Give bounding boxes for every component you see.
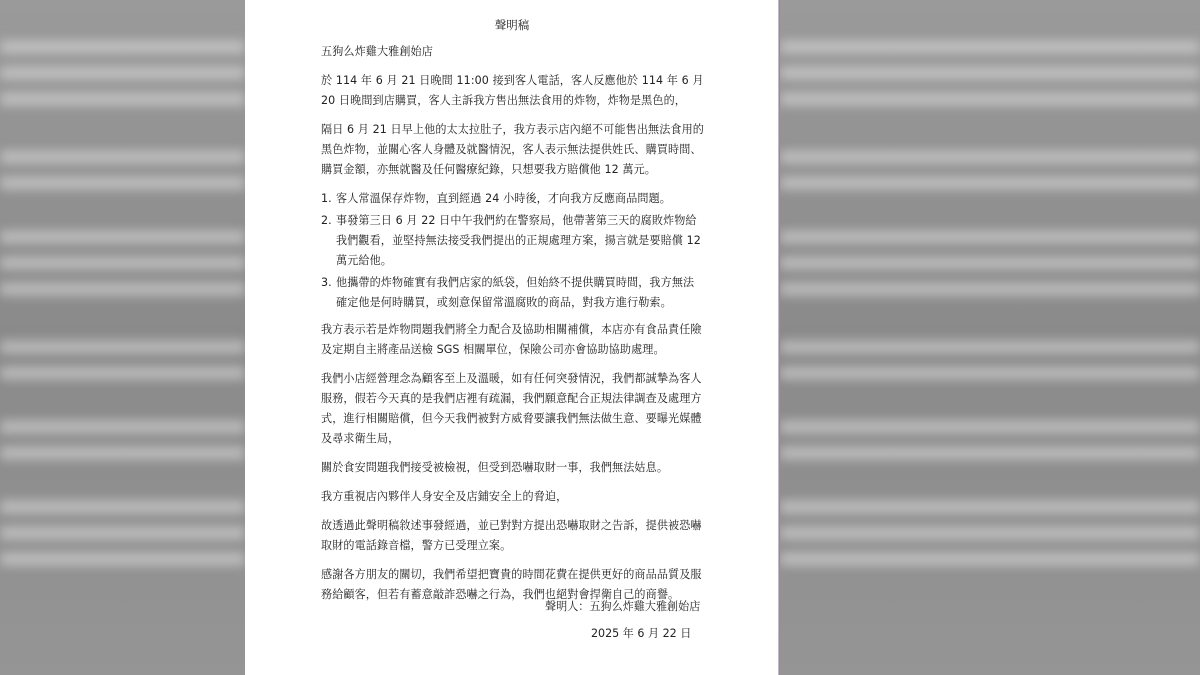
signer-line: 聲明人：五狗么炸雞大雅創始店 <box>545 600 701 613</box>
statement-document <box>245 0 779 675</box>
list-item-text: 他攜帶的炸物確實有我們店家的紙袋，但始終不提供購買時間，我方無法確定他是何時購買，或刻意保留常溫腐敗的商品，對我方進行勒索。 <box>336 276 695 309</box>
paragraph: 我方重視店內夥伴人身安全及店鋪安全上的脅迫， <box>321 490 568 503</box>
numbered-list <box>321 189 705 313</box>
paragraph: 我方表示若是炸物問題我們將全力配合及協助相關補償，本店亦有食品責任險及定期自主將產品送檢 SGS 相關單位，保險公司亦會協助協助處理。 <box>321 323 702 356</box>
list-item <box>321 211 705 271</box>
statement-date: 2025 年 6 月 22 日 <box>591 627 692 640</box>
paragraph: 隔日 6 月 21 日早上他的太太拉肚子，我方表示店內絕不可能售出無法食用的黑色炸物，並關心客人身體及就醫情況，客人表示無法提供姓氏、購買時間、購買金額，亦無就醫及任何醫療紀錄，只想要我方賠償他 12 萬元。 <box>321 123 704 176</box>
paragraph: 我們小店經營理念為顧客至上及溫暖，如有任何突發情況，我們都誠摯為客人服務，假若今天真的是我們店裡有疏漏，我們願意配合正規法律調查及處理方式，進行相關賠償，但今天我們被對方威脅要讓我們無法做生意、要曝光媒體及尋求衛生局， <box>321 372 702 445</box>
blurred-background-right <box>780 0 1200 675</box>
paragraph: 於 114 年 6 月 21 日晚間 11:00 接到客人電話，客人反應他於 114 年 6 月 20 日晚間到店購買，客人主訴我方售出無法食用的炸物，炸物是黑色的， <box>321 74 704 107</box>
blurred-background-left <box>0 0 245 675</box>
list-item-number: 3. <box>321 276 332 289</box>
paragraph: 關於食安問題我們接受被檢視，但受到恐嚇取財一事，我們無法姑息。 <box>321 461 669 474</box>
document-body <box>321 42 705 614</box>
list-item-text: 客人常溫保存炸物，直到經過 24 小時後，才向我方反應商品問題。 <box>336 192 671 205</box>
list-item-text: 事發第三日 6 月 22 日中午我們約在警察局，他帶著第三天的腐敗炸物給我們觀看，並堅持無法接受我們提出的正規處理方案，揚言就是要賠償 12 萬元給他。 <box>336 214 701 267</box>
paragraph: 感謝各方朋友的關切，我們希望把寶貴的時間花費在提供更好的商品品質及服務給顧客，但若有蓄意敲詐恐嚇之行為，我們也絕對會捍衛自己的商譽。 <box>321 568 702 601</box>
paragraph: 故透過此聲明稿敘述事發經過，並已對對方提出恐嚇取財之告訴，提供被恐嚇取財的電話錄音檔，警方已受理立案。 <box>321 519 702 552</box>
list-item <box>321 273 705 313</box>
greeting: 五狗么炸雞大雅創始店 <box>321 45 433 58</box>
list-item <box>321 189 705 209</box>
list-item-number: 2. <box>321 214 332 227</box>
list-item-number: 1. <box>321 192 332 205</box>
document-title: 聲明稿 <box>494 18 530 32</box>
